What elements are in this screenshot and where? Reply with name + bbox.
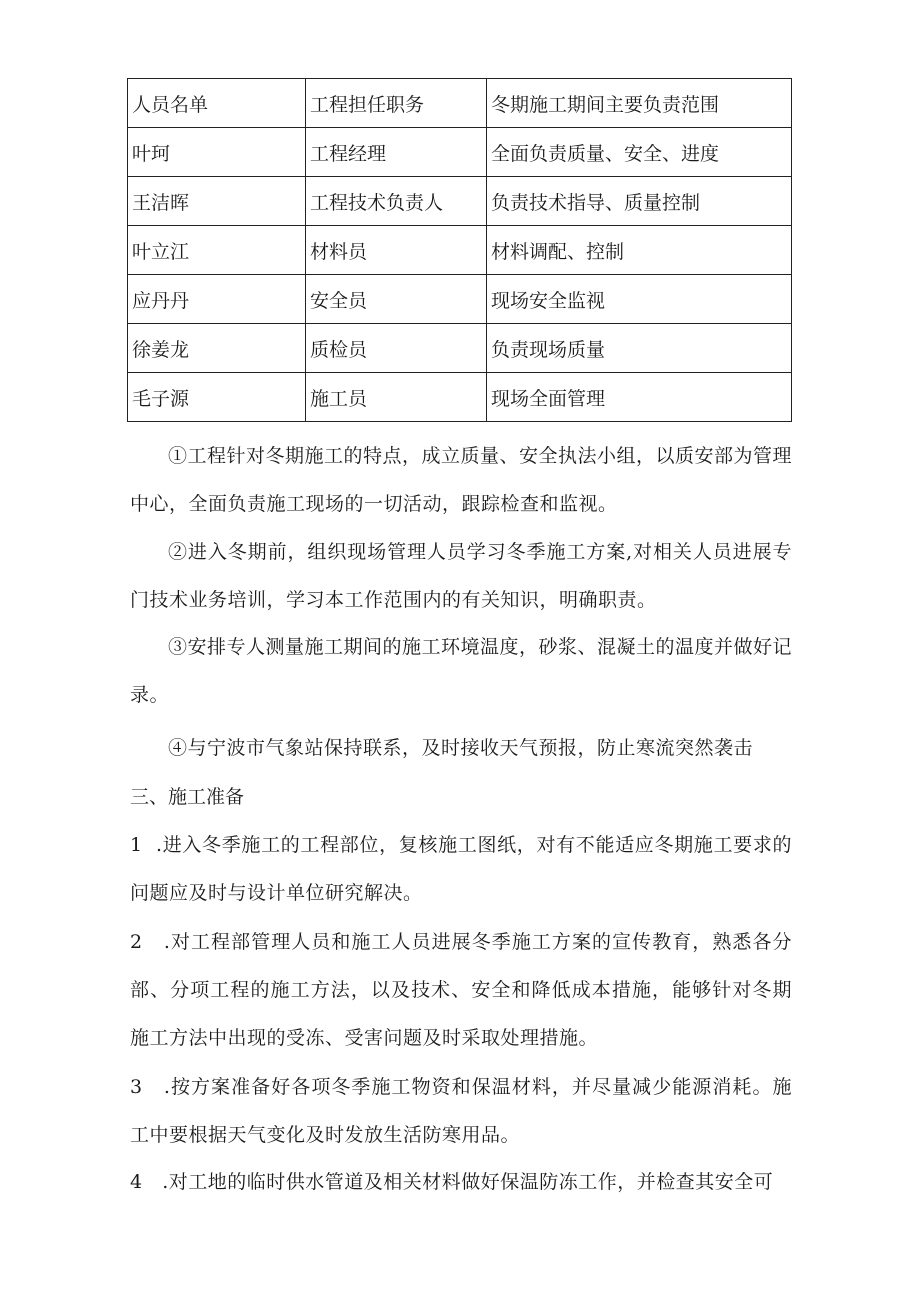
table-cell: 应丹丹 — [128, 275, 306, 324]
table-cell: 工程技术负责人 — [306, 177, 487, 226]
table-cell: 安全员 — [306, 275, 487, 324]
table-cell: 全面负责质量、安全、进度 — [487, 128, 792, 177]
section-heading: 三、施工准备 — [130, 786, 245, 808]
table-cell: 现场安全监视 — [487, 275, 792, 324]
list-item-2: 2 .对工程部管理人员和施工人员进展冬季施工方案的宣传教育，熟悉各分部、分项工程的施工方法，以及技术、安全和降低成本措施，能够针对冬期施工方法中出现的受冻、受害问题及时采取处理措施。 — [130, 931, 792, 1049]
table-row — [128, 275, 792, 324]
table-cell: 叶珂 — [128, 128, 306, 177]
table-cell: 材料员 — [306, 226, 487, 275]
table-cell: 材料调配、控制 — [487, 226, 792, 275]
table-row — [128, 177, 792, 226]
list-item-3: 3 .按方案准备好各项冬季施工物资和保温材料，并尽量减少能源消耗。施工中要根据天气变化及时发放生活防寒用品。 — [130, 1076, 792, 1146]
table-cell: 工程担任职务 — [306, 79, 487, 128]
table-cell: 负责技术指导、质量控制 — [487, 177, 792, 226]
table-cell: 冬期施工期间主要负责范围 — [487, 79, 792, 128]
table-header-row — [128, 79, 792, 128]
table-row — [128, 226, 792, 275]
table-cell: 徐姜龙 — [128, 324, 306, 373]
list-item-4: 4 .对工地的临时供水管道及相关材料做好保温防冻工作，并检查其安全可 — [130, 1171, 774, 1193]
table-cell: 工程经理 — [306, 128, 487, 177]
table-cell: 负责现场质量 — [487, 324, 792, 373]
table-row — [128, 128, 792, 177]
table-cell: 毛子源 — [128, 373, 306, 422]
table-cell: 叶立江 — [128, 226, 306, 275]
staff-responsibility-table — [127, 78, 792, 422]
paragraph-2: ②进入冬期前，组织现场管理人员学习冬季施工方案,对相关人员进展专门技术业务培训，学习本工作范围内的有关知识，明确职责。 — [130, 541, 792, 611]
table-row — [128, 324, 792, 373]
paragraph-1: ①工程针对冬期施工的特点，成立质量、安全执法小组，以质安部为管理中心，全面负责施工现场的一切活动，跟踪检查和监视。 — [130, 445, 793, 515]
paragraph-4: ④与宁波市气象站保持联系，及时接收天气预报，防止寒流突然袭击 — [168, 737, 754, 759]
table-cell: 质检员 — [306, 324, 487, 373]
table-cell: 现场全面管理 — [487, 373, 792, 422]
table-cell: 人员名单 — [128, 79, 306, 128]
list-item-1: 1 .进入冬季施工的工程部位，复核施工图纸，对有不能适应冬期施工要求的问题应及时与设计单位研究解决。 — [130, 834, 792, 904]
table-cell: 王洁晖 — [128, 177, 306, 226]
paragraph-3: ③安排专人测量施工期间的施工环境温度，砂浆、混凝土的温度并做好记录。 — [130, 636, 793, 706]
table-row — [128, 373, 792, 422]
table-cell: 施工员 — [306, 373, 487, 422]
